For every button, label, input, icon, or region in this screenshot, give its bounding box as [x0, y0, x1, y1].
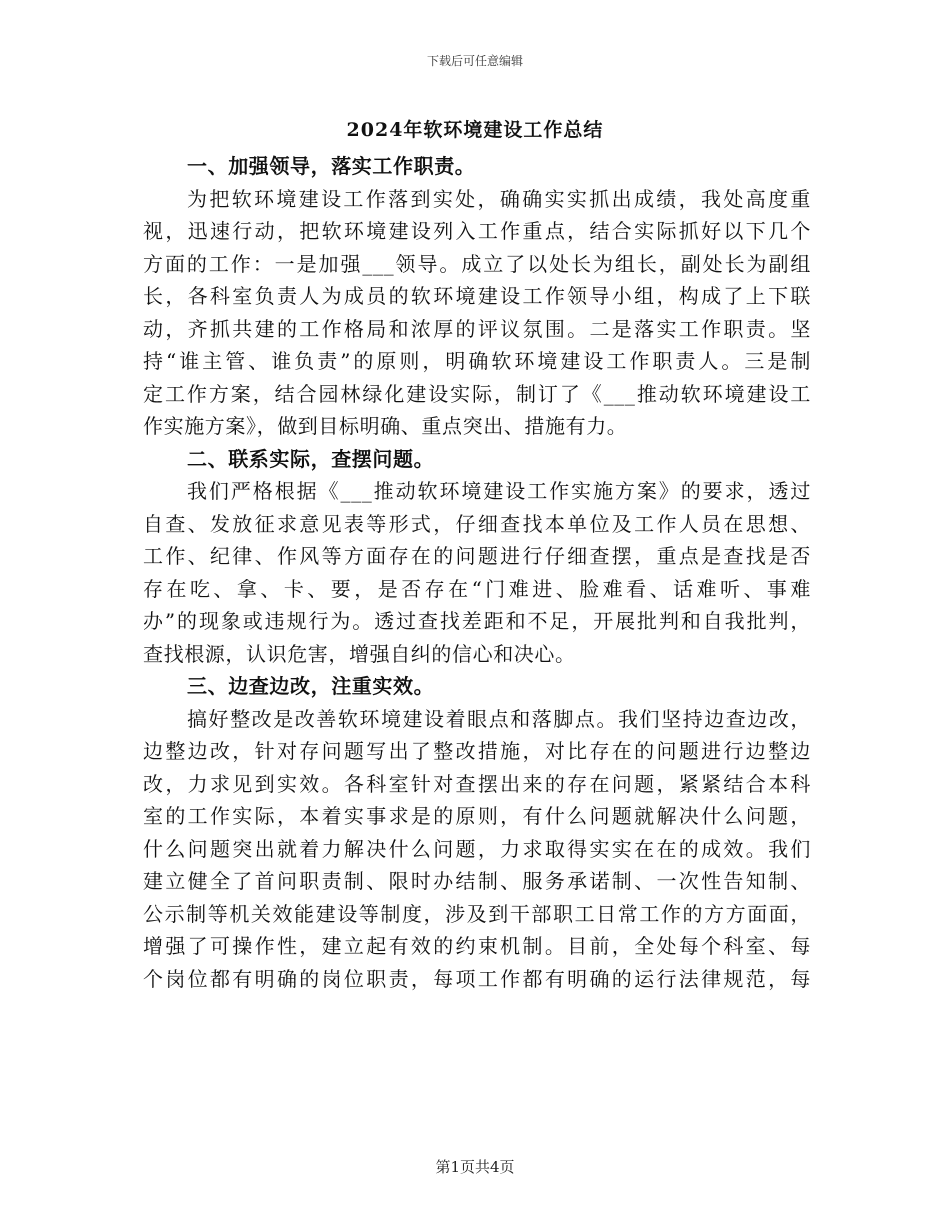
document-title: 2024年软环境建设工作总结: [346, 119, 604, 141]
page-header: 下载后可任意编辑: [426, 54, 523, 68]
section-heading: 二、联系实际，查摆问题。: [187, 446, 435, 471]
paragraph-line: 增强了可操作性，建立起有效的约束机制。目前，全处每个科室、每: [143, 934, 811, 958]
paragraph-line: 动，齐抓共建的工作格局和浓厚的评议氛围。二是落实工作职责。坚: [143, 316, 811, 341]
paragraph-line: 室的工作实际，本着实事求是的原则，有什么问题就解决什么问题，: [143, 804, 811, 828]
paragraph-line: 什么问题突出就着力解决什么问题，力求取得实实在在的成效。我们: [143, 836, 811, 861]
paragraph-line: 作实施方案》，做到目标明确、重点突出、措施有力。: [143, 414, 628, 438]
paragraph-line: 持“谁主管、谁负责”的原则，明确软环境建设工作职责人。三是制: [143, 349, 811, 373]
section-heading: 三、边查边改，注重实效。: [187, 674, 435, 698]
paragraph-line: 存在吃、拿、卡、要，是否存在“门难进、脸难看、话难听、事难: [143, 576, 811, 601]
paragraph-line: 视，迅速行动，把软环境建设列入工作重点，结合实际抓好以下几个: [143, 219, 811, 243]
paragraph-line: 查找根源，认识危害，增强自纠的信心和决心。: [143, 641, 576, 666]
paragraph-line: 个岗位都有明确的岗位职责，每项工作都有明确的运行法律规范，每: [143, 966, 811, 991]
document-body: [143, 150, 811, 995]
paragraph-line: 长，各科室负责人为成员的软环境建设工作领导小组，构成了上下联: [143, 284, 811, 308]
page-footer: 第1页共4页: [435, 1158, 515, 1176]
paragraph-line: 改，力求见到实效。各科室针对查摆出来的存在问题，紧紧结合本科: [143, 771, 811, 796]
paragraph-line: 为把软环境建设工作落到实处，确确实实抓出成绩，我处高度重: [187, 186, 811, 211]
paragraph-line: 自查、发放征求意见表等形式，仔细查找本单位及工作人员在思想、: [143, 511, 811, 536]
paragraph-line: 边整边改，针对存问题写出了整改措施，对比存在的问题进行边整边: [143, 739, 811, 763]
paragraph-line: 方面的工作：一是加强___领导。成立了以处长为组长，副处长为副组: [143, 251, 811, 276]
paragraph-line: 定工作方案，结合园林绿化建设实际，制订了《___推动软环境建设工: [143, 381, 811, 406]
paragraph-line: 搞好整改是改善软环境建设着眼点和落脚点。我们坚持边查边改，: [187, 706, 811, 731]
paragraph-line: 建立健全了首问职责制、限时办结制、服务承诺制、一次性告知制、: [143, 869, 811, 893]
paragraph-line: 公示制等机关效能建设等制度，涉及到干部职工日常工作的方方面面，: [143, 901, 811, 926]
paragraph-line: 我们严格根据《___推动软环境建设工作实施方案》的要求，透过: [187, 479, 811, 503]
paragraph-line: 办”的现象或违规行为。透过查找差距和不足，开展批判和自我批判，: [143, 609, 811, 633]
section-heading: 一、加强领导，落实工作职责。: [187, 154, 476, 178]
paragraph-line: 工作、纪律、作风等方面存在的问题进行仔细查摆，重点是查找是否: [143, 544, 811, 568]
